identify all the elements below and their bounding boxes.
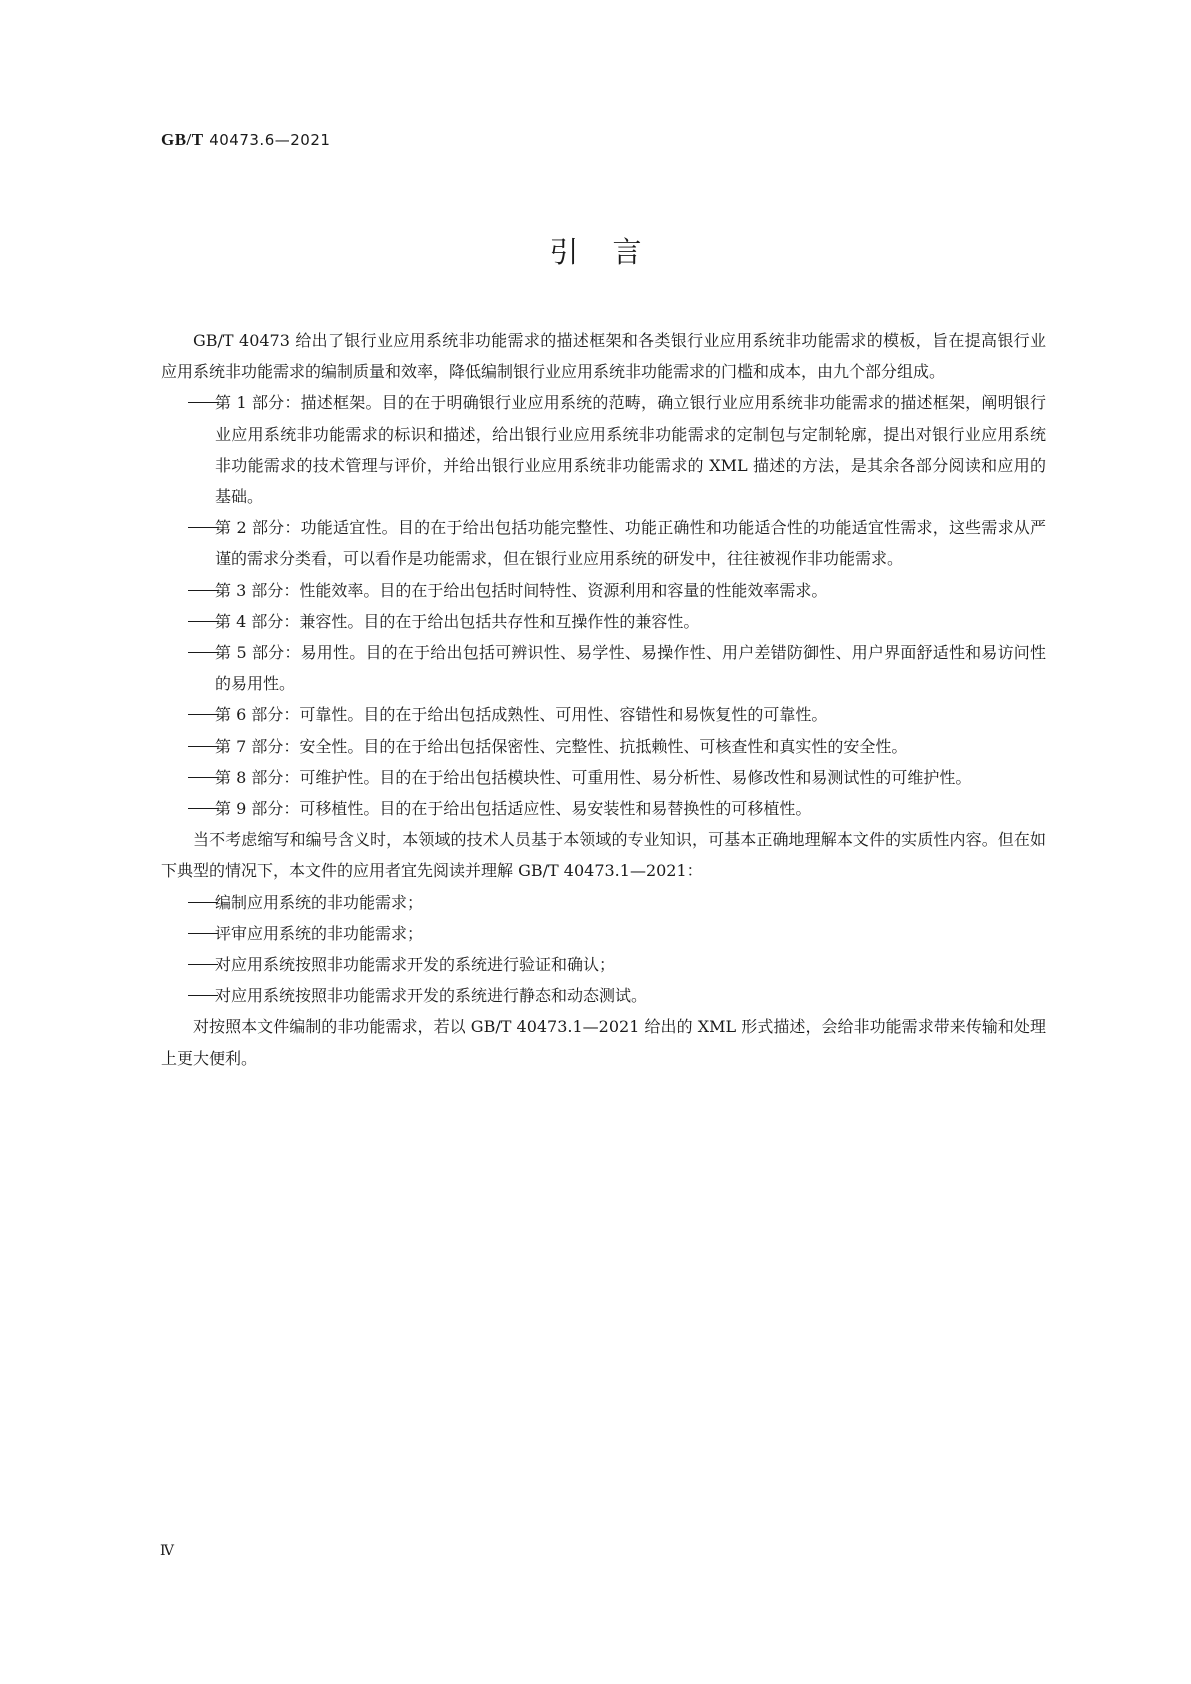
dash-marker — [188, 762, 218, 793]
dash-marker — [188, 606, 218, 637]
page-title: 引言 — [549, 235, 676, 269]
dash-marker — [188, 793, 218, 824]
page-number: Ⅳ — [160, 1543, 174, 1559]
list-item: 第 7 部分：安全性。目的在于给出包括保密性、完整性、抗抵赖性、可核查性和真实性的安全性。 — [161, 731, 1046, 762]
dash-marker — [188, 387, 218, 418]
list-item: 第 1 部分：描述框架。目的在于明确银行业应用系统的范畴，确立银行业应用系统非功能需求的描述框架，阐明银行业应用系统非功能需求的标识和描述，给出银行业应用系统非功能需求的定制包与定制轮廓，提出对银行业应用系统非功能需求的技术管理与评价，并给出银行业应用系统非功能需求的 XML 描述的方法，是其余各部分阅读和应用的基础。 — [161, 387, 1046, 512]
dash-marker — [188, 887, 218, 918]
closing-paragraph: 对按照本文件编制的非功能需求，若以 GB/T 40473.1—2021 给出的 XML 形式描述，会给非功能需求带来传输和处理上更大便利。 — [161, 1017, 1046, 1068]
list-item: 第 9 部分：可移植性。目的在于给出包括适应性、易安装性和易替换性的可移植性。 — [161, 793, 1046, 824]
document-code-number: 40473.6—2021 — [209, 131, 331, 149]
dash-marker — [188, 949, 218, 980]
document-code — [161, 130, 330, 150]
intro-paragraph: GB/T 40473 给出了银行业应用系统非功能需求的描述框架和各类银行业应用系统非功能需求的模板，旨在提高银行业应用系统非功能需求的编制质量和效率，降低编制银行业应用系统非功能需求的门槛和成本，由九个部分组成。 — [161, 331, 1046, 382]
dash-marker — [188, 699, 218, 730]
list-item: 第 6 部分：可靠性。目的在于给出包括成熟性、可用性、容错性和易恢复性的可靠性。 — [161, 699, 1046, 730]
dash-marker — [188, 575, 218, 606]
list-item: 第 2 部分：功能适宜性。目的在于给出包括功能完整性、功能正确性和功能适合性的功能适宜性需求，这些需求从严谨的需求分类看，可以看作是功能需求，但在银行业应用系统的研发中，往往被视作非功能需求。 — [161, 512, 1046, 574]
usage-paragraph: 当不考虑缩写和编号含义时，本领域的技术人员基于本领域的专业知识，可基本正确地理解本文件的实质性内容。但在如下典型的情况下，本文件的应用者宜先阅读并理解 GB/T 40473.1—2021： — [161, 830, 1046, 881]
document-body — [161, 325, 1046, 1074]
list-item: 对应用系统按照非功能需求开发的系统进行验证和确认； — [161, 949, 1046, 980]
document-code-prefix: GB/T — [161, 130, 204, 149]
usage-list — [161, 887, 1046, 1012]
list-item: 第 4 部分：兼容性。目的在于给出包括共存性和互操作性的兼容性。 — [161, 606, 1046, 637]
list-item: 编制应用系统的非功能需求； — [161, 887, 1046, 918]
list-item: 评审应用系统的非功能需求； — [161, 918, 1046, 949]
list-item: 第 8 部分：可维护性。目的在于给出包括模块性、可重用性、易分析性、易修改性和易测试性的可维护性。 — [161, 762, 1046, 793]
list-item: 第 5 部分：易用性。目的在于给出包括可辨识性、易学性、易操作性、用户差错防御性、用户界面舒适性和易访问性的易用性。 — [161, 637, 1046, 699]
dash-marker — [188, 918, 218, 949]
dash-marker — [188, 980, 218, 1011]
parts-list — [161, 387, 1046, 824]
dash-marker — [188, 637, 218, 668]
dash-marker — [188, 731, 218, 762]
list-item: 第 3 部分：性能效率。目的在于给出包括时间特性、资源利用和容量的性能效率需求。 — [161, 575, 1046, 606]
dash-marker — [188, 512, 218, 543]
list-item: 对应用系统按照非功能需求开发的系统进行静态和动态测试。 — [161, 980, 1046, 1011]
